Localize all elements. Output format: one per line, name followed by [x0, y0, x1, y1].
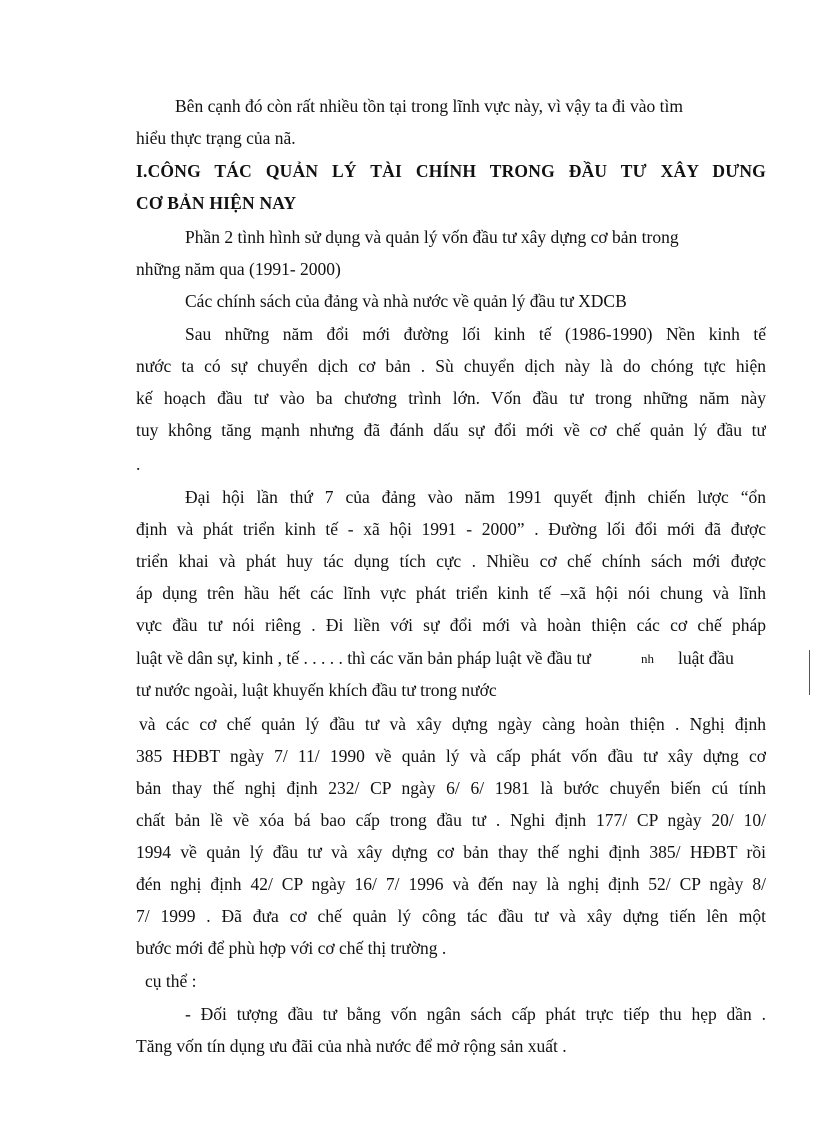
- paragraph-line: kế hoạch đầu tư vào ba chương trình lớn. Vốn đầu tư trong những năm này: [136, 388, 766, 408]
- paragraph-line: luật đầu: [678, 648, 734, 668]
- paragraph-line: tư nước ngoài, luật khuyến khích đầu tư trong nước: [136, 680, 497, 700]
- paragraph-line: và các cơ chế quản lý đầu tư và xây dựng ngày càng hoàn thiện . Nghị định: [139, 714, 766, 734]
- paragraph-line: chất bản lề về xóa bá bao cấp trong đầu tư . Nghi định 177/ CP ngày 20/ 10/: [136, 810, 766, 830]
- paragraph-line: vực đầu tư nói riêng . Đi liền với sự đổi mới và hoàn thiện các cơ chế pháp: [136, 615, 766, 635]
- paragraph-line: .: [136, 454, 141, 474]
- paragraph-line: Các chính sách của đảng và nhà nước về quản lý đầu tư XDCB: [185, 291, 627, 311]
- paragraph-line: 385 HĐBT ngày 7/ 11/ 1990 về quản lý và cấp phát vốn đầu tư xây dựng cơ: [136, 746, 766, 766]
- paragraph-line: hiểu thực trạng của nã.: [136, 128, 296, 148]
- paragraph-line: Đại hội lần thứ 7 của đảng vào năm 1991 quyết định chiến lược “ổn: [185, 487, 766, 507]
- paragraph-line: cụ thể :: [145, 971, 197, 991]
- paragraph-line: luật về dân sự, kinh , tế . . . . . thì các văn bản pháp luật về đầu tư: [136, 648, 591, 668]
- paragraph-line: những năm qua (1991- 2000): [136, 259, 341, 279]
- paragraph-line: 7/ 1999 . Đã đưa cơ chế quản lý công tác đầu tư và xây dựng tiến lên một: [136, 906, 766, 926]
- paragraph-line: Phần 2 tình hình sử dụng và quản lý vốn đầu tư xây dựng cơ bản trong: [185, 227, 679, 247]
- list-item-line: Tăng vốn tín dụng ưu đãi của nhà nước để mở rộng sản xuất .: [136, 1036, 567, 1056]
- paragraph-line: nước ta có sự chuyển dịch cơ bản . Sù chuyển dịch này là do chóng tực hiện: [136, 356, 766, 376]
- inline-fragment: nh: [641, 651, 654, 666]
- list-item-line: - Đối tượng đầu tư bằng vốn ngân sách cấp phát trực tiếp thu hẹp dần .: [185, 1004, 766, 1024]
- paragraph-line: bản thay thế nghị định 232/ CP ngày 6/ 6/ 1981 là bước chuyển biến cú tính: [136, 778, 766, 798]
- paragraph-line: áp dụng trên hầu hết các lĩnh vực phát triển kinh tế –xã hội nói chung và lĩnh: [136, 583, 766, 603]
- paragraph-line: định và phát triển kinh tế - xã hội 1991 - 2000” . Đường lối đổi mới đã được: [136, 519, 766, 539]
- paragraph-line: 1994 về quản lý đầu tư và xây dựng cơ bản thay thế nghi định 385/ HĐBT rồi: [136, 842, 766, 862]
- section-heading: I.CÔNG TÁC QUẢN LÝ TÀI CHÍNH TRONG ĐẦU TƯ XÂY DƯNG: [136, 161, 766, 181]
- paragraph-line: Sau những năm đổi mới đường lối kinh tế (1986-1990) Nền kinh tế: [185, 324, 766, 344]
- paragraph-line: đén nghị định 42/ CP ngày 16/ 7/ 1996 và đến nay là nghị định 52/ CP ngày 8/: [136, 874, 766, 894]
- paragraph-line: triển khai và phát huy tác dụng tích cực . Nhiều cơ chế chính sách mới được: [136, 551, 766, 571]
- paragraph-line: tuy không tăng mạnh nhưng đã đánh dấu sự đổi mới về cơ chế quản lý đầu tư: [136, 420, 766, 440]
- scan-edge-mark: [809, 650, 810, 695]
- paragraph-line: Bên cạnh đó còn rất nhiều tồn tại trong lĩnh vực này, vì vậy ta đi vào tìm: [175, 96, 683, 116]
- paragraph-line: bước mới để phù hợp với cơ chế thị trường .: [136, 938, 447, 958]
- section-heading: CƠ BẢN HIỆN NAY: [136, 193, 297, 213]
